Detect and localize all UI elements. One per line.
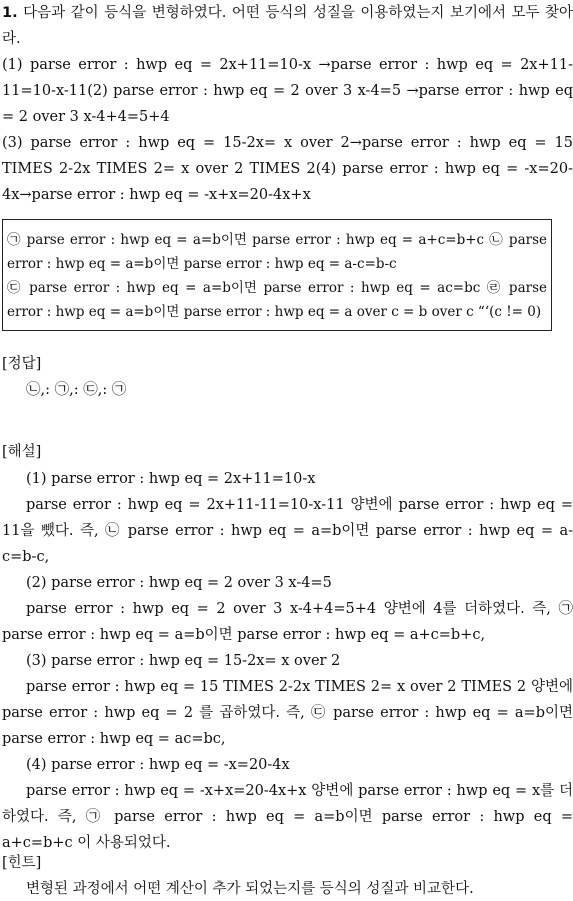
explanation-line: parse error : hwp eq = -x+x=20-4x+x 양변에 parse error : hwp eq = x를 더하였다. 즉, ㉠ parse error : hwp eq = a=b이면 parse error : hwp eq = a+c=b+c 이 사용되었다. [2,783,573,851]
hint-text: 변형된 과정에서 어떤 계산이 추가 되었는지를 등식의 성질과 비교한다. [26,881,474,897]
question-items-2: (3) parse error : hwp eq = 15-2x= x over 2→parse error : hwp eq = 15 TIMES 2-2x TIMES 2= x over 2 TIMES 2(4) parse error : hwp eq = -x=20-4x→parse error : hwp eq = -x+x=20-4x+x [2,135,573,203]
explanation-line: (4) parse error : hwp eq = -x=20-4x [26,757,290,773]
hint-heading: [힌트] [2,855,42,871]
question-text: 다음과 같이 등식을 변형하였다. 어떤 등식의 성질을 이용하였는지 보기에서 모두 찾아라. [2,5,573,47]
explanation-line: parse error : hwp eq = 2x+11-11=10-x-11 양변에 parse error : hwp eq = 11을 뺐다. 즉, ㉡ parse error : hwp eq = a=b이면 parse error : hwp eq = a-c=b-c, [2,497,573,565]
question-block [2,0,573,208]
question-items-1: (1) parse error : hwp eq = 2x+11=10-x →parse error : hwp eq = 2x+11-11=10-x-11(2) parse error : hwp eq = 2 over 3 x-4=5 →parse error : hwp eq = 2 over 3 x-4+4=5+4 [2,57,573,125]
explanation-line: parse error : hwp eq = 15 TIMES 2-2x TIMES 2= x over 2 TIMES 2 양변에 parse error : hwp eq = 2 를 곱하였다. 즉, ㉢ parse error : hwp eq = a=b이면 parse error : hwp eq = ac=bc, [2,679,573,747]
explanation-line: (2) parse error : hwp eq = 2 over 3 x-4=5 [26,575,332,591]
explanation-body [2,466,573,856]
choices-text-2: ㉢ parse error : hwp eq = a=b이면 parse error : hwp eq = ac=bc ㉣ parse error : hwp eq = a=b이면 parse error : hwp eq = a over c = b over c “‘(c != 0) [7,280,547,320]
explanation-heading: [해설] [2,444,42,460]
answer-heading: [정답] [2,356,42,372]
explanation-line: (3) parse error : hwp eq = 15-2x= x over 2 [26,653,341,669]
choices-text-1: ㉠ parse error : hwp eq = a=b이면 parse error : hwp eq = a+c=b+c ㉡ parse error : hwp eq = a=b이면 parse error : hwp eq = a-c=b-c [7,232,547,272]
question-number: 1. [2,5,18,21]
explanation-line: (1) parse error : hwp eq = 2x+11=10-x [26,471,316,487]
answer-text: ㉡,: ㉠,: ㉢,: ㉠ [26,382,127,398]
question-prompt [2,0,573,52]
choices-box [2,219,552,331]
explanation-line: parse error : hwp eq = 2 over 3 x-4+4=5+4 양변에 4를 더하였다. 즉, ㉠ parse error : hwp eq = a=b이면 parse error : hwp eq = a+c=b+c, [2,601,573,643]
